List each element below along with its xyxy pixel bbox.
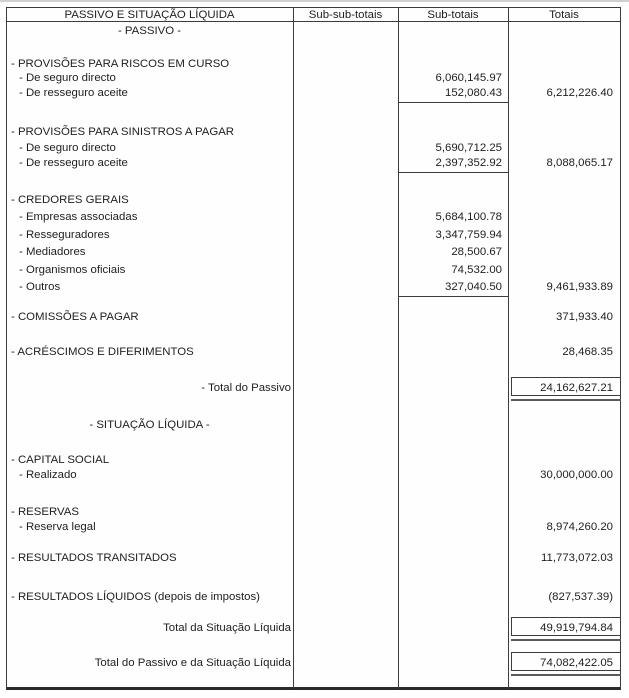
- total-box: [511, 377, 621, 396]
- row-label: - Reserva legal: [19, 521, 96, 533]
- row-label: Total do Passivo e da Situação Líquida: [94, 657, 291, 669]
- row-label: - CREDORES GERAIS: [11, 194, 129, 206]
- row-label: - CAPITAL SOCIAL: [11, 454, 110, 466]
- subtotal-value: 3,347,759.94: [435, 229, 502, 241]
- row-label: - De resseguro aceite: [19, 87, 128, 99]
- row-label: - PROVISÕES PARA SINISTROS A PAGAR: [11, 126, 235, 138]
- subtotal-value: 74,532.00: [451, 264, 502, 276]
- header-subsubtotals: Sub-sub-totais: [308, 9, 383, 21]
- total-value: 24,162,627.21: [540, 382, 613, 394]
- subtotal-value: 28,500.67: [451, 246, 502, 258]
- row-label: - De resseguro aceite: [19, 157, 128, 169]
- row-label: - Total do Passivo: [201, 382, 291, 394]
- total-double-rule: [511, 639, 621, 641]
- row-label: Total da Situação Líquida: [163, 622, 291, 634]
- total-value: 9,461,933.89: [546, 281, 613, 293]
- row-label: - COMISSÕES A PAGAR: [11, 311, 139, 323]
- total-value: 6,212,226.40: [546, 87, 613, 99]
- subtotal-value: 5,684,100.78: [435, 211, 502, 223]
- row-label: - RESULTADOS TRANSITADOS: [11, 552, 177, 564]
- total-value: 30,000,000.00: [540, 469, 613, 481]
- row-label: - ACRÉSCIMOS E DIFERIMENTOS: [11, 346, 194, 358]
- subtotal-value: 152,080.43: [444, 87, 502, 99]
- row-label: - Resseguradores: [19, 229, 110, 241]
- subtotal-value: 2,397,352.92: [435, 157, 502, 169]
- total-value: 371,933.40: [555, 311, 613, 323]
- header-description: PASSIVO E SITUAÇÃO LÍQUIDA: [64, 9, 235, 21]
- subtotal-rule: [398, 172, 508, 173]
- row-label: - PROVISÕES PARA RISCOS EM CURSO: [11, 58, 230, 70]
- column-divider-subsubtotals: [398, 7, 399, 689]
- subtotal-value: 327,040.50: [444, 281, 502, 293]
- row-label: - Mediadores: [19, 246, 86, 258]
- column-divider-description: [293, 7, 294, 689]
- row-label: - De seguro directo: [19, 72, 116, 84]
- total-value: 11,773,072.03: [541, 552, 613, 564]
- subtotal-rule: [398, 296, 508, 297]
- row-label: - Outros: [19, 281, 61, 293]
- subtotal-value: 5,690,712.25: [435, 142, 502, 154]
- row-label: - De seguro directo: [19, 142, 116, 154]
- total-box: [511, 652, 621, 671]
- row-label: - Organismos oficiais: [19, 264, 126, 276]
- total-value: 8,974,260.20: [546, 521, 613, 533]
- subtotal-rule: [398, 102, 508, 103]
- total-double-rule: [511, 674, 621, 676]
- header-totals: Totais: [549, 9, 579, 21]
- row-label: - RESULTADOS LÍQUIDOS (depois de impostos): [11, 591, 260, 603]
- total-box: [511, 617, 621, 636]
- total-double-rule: [511, 399, 621, 401]
- scan-artifact-line: [0, 0, 629, 2]
- row-label: - RESERVAS: [11, 506, 79, 518]
- subtotal-value: 6,060,145.97: [435, 72, 502, 84]
- row-label: - Realizado: [19, 469, 77, 481]
- total-value: 8,088,065.17: [546, 157, 613, 169]
- total-value: 74,082,422.05: [540, 657, 613, 669]
- row-label: - Empresas associadas: [19, 211, 138, 223]
- total-value: 28,468.35: [562, 346, 613, 358]
- total-value: (827,537.39): [548, 591, 613, 603]
- table-right-border: [620, 7, 621, 689]
- row-label: - PASSIVO -: [117, 25, 182, 37]
- total-value: 49,919,794.84: [540, 622, 613, 634]
- table-left-border: [6, 7, 7, 689]
- table-bottom-border: [6, 687, 621, 690]
- row-label: - SITUAÇÃO LÍQUIDA -: [89, 419, 210, 431]
- header-subtotals: Sub-totais: [427, 9, 479, 21]
